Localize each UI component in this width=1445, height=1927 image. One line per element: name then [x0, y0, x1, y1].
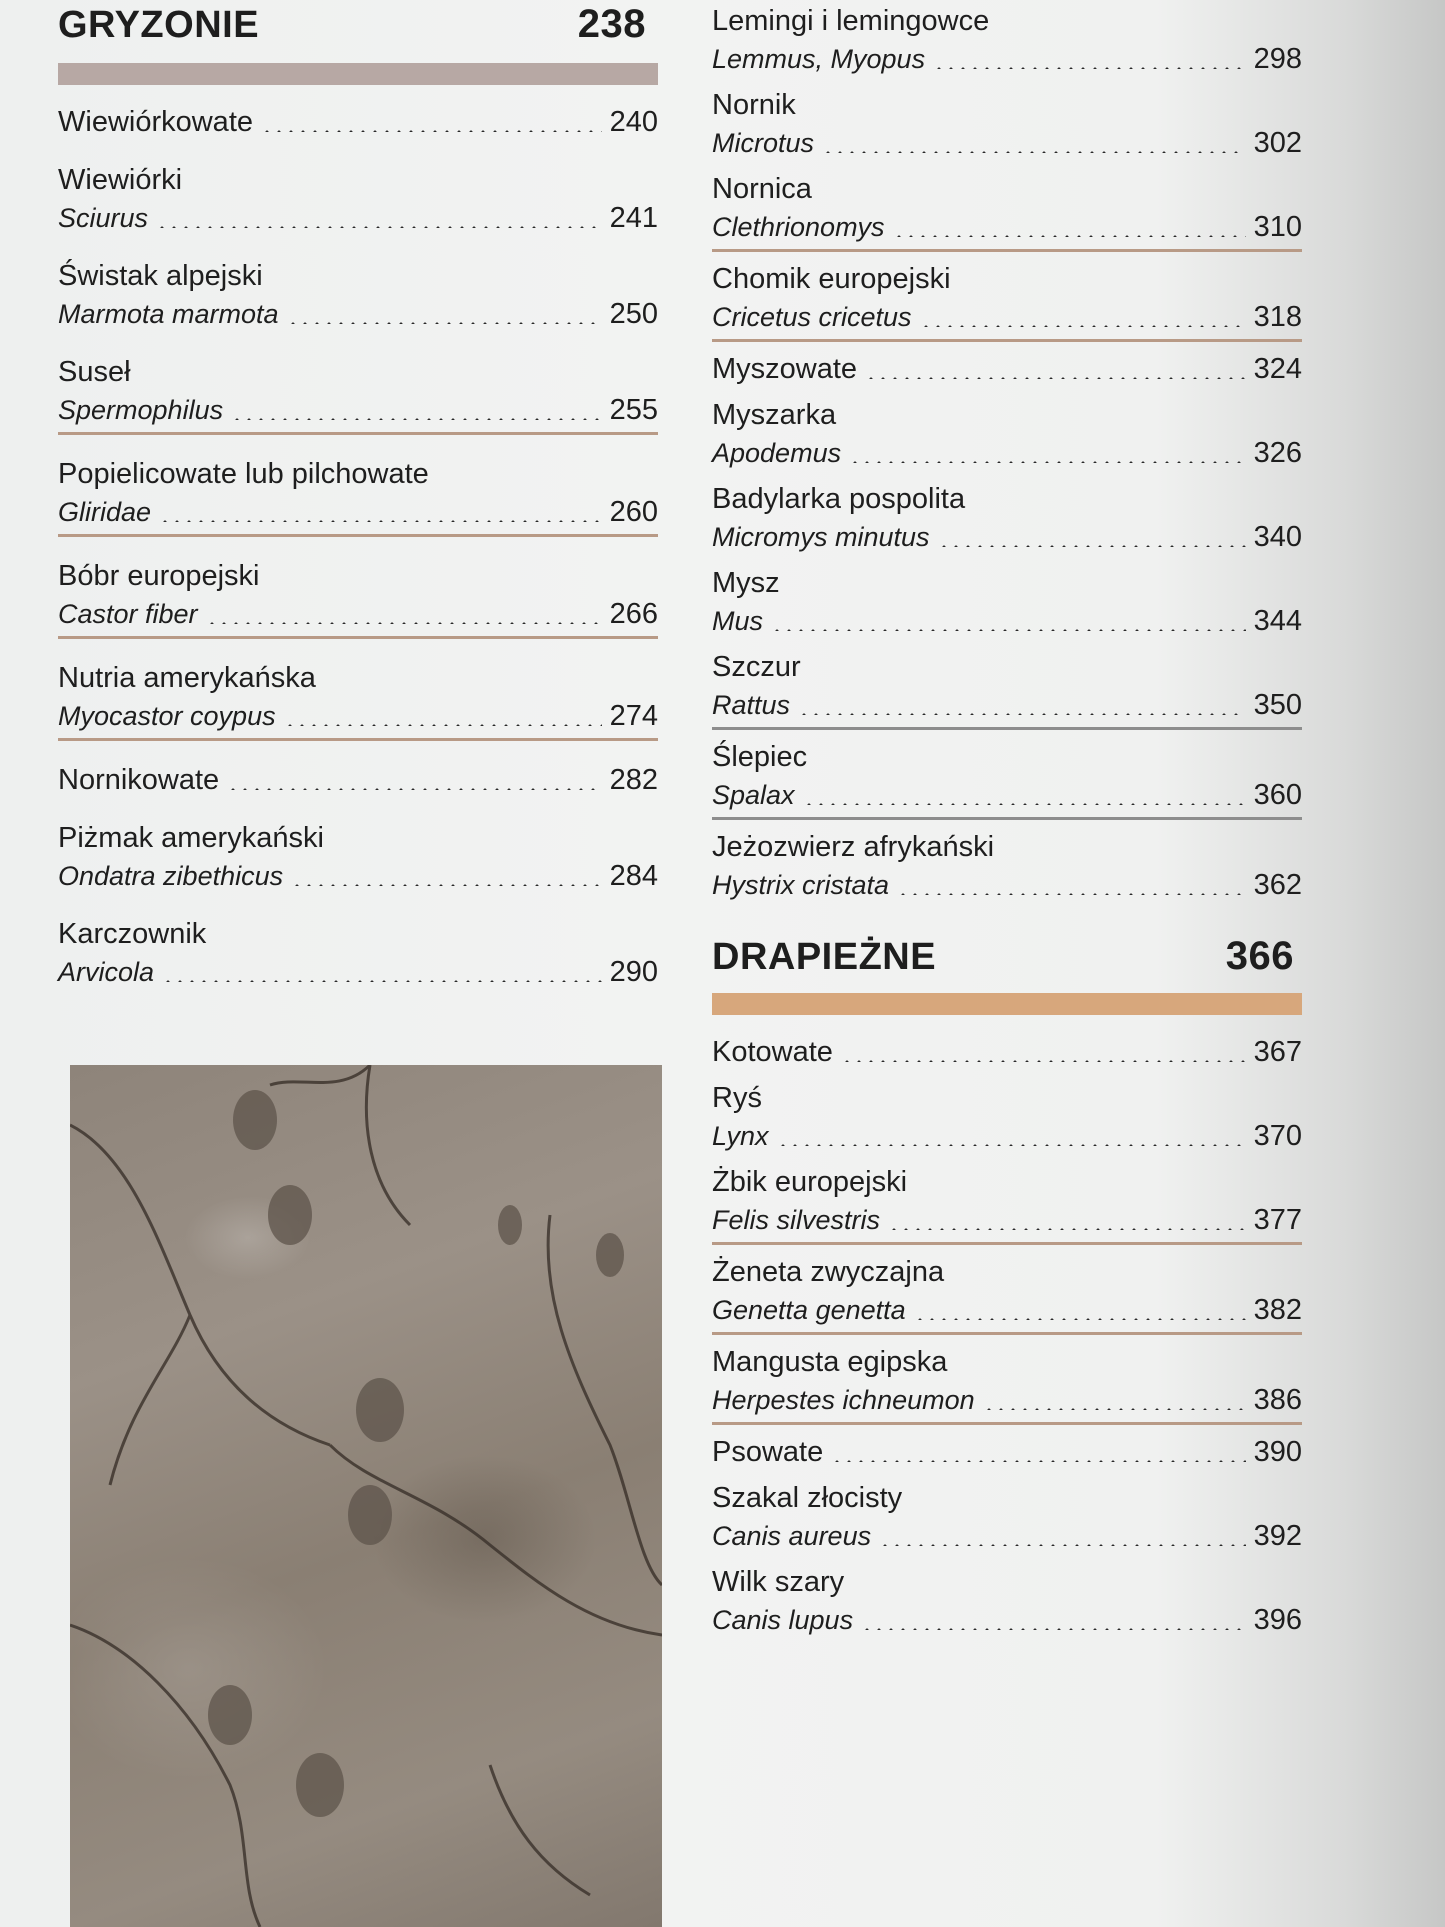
- entry-title: Szakal złocisty: [712, 1482, 903, 1514]
- entry-divider: [712, 249, 1302, 252]
- entry-latin-row: [712, 602, 1302, 640]
- dot-leader: [914, 1318, 1246, 1320]
- entry-divider: [712, 1422, 1302, 1425]
- dot-leader: [261, 130, 602, 132]
- entry-divider: [58, 636, 658, 639]
- entry-page-number: 340: [1253, 521, 1302, 553]
- entry-title-row: [58, 761, 658, 799]
- entry-page-number: 324: [1253, 353, 1302, 385]
- entry-title: Wilk szary: [712, 1566, 845, 1598]
- entry-latin-name: Hystrix cristata: [712, 870, 890, 900]
- entry-latin-name: Herpestes ichneumon: [712, 1385, 975, 1415]
- mud-tracks-illustration: [70, 1065, 662, 1927]
- entry-latin-row: [712, 208, 1302, 246]
- entry-latin-name: Myocastor coypus: [58, 701, 276, 731]
- entry-page-number: 377: [1253, 1204, 1302, 1236]
- toc-entry: [712, 396, 1302, 472]
- entry-latin-row: [712, 298, 1302, 336]
- dot-leader: [849, 461, 1246, 463]
- entry-title-row: [712, 350, 1302, 388]
- entry-latin-name: Felis silvestris: [712, 1205, 881, 1235]
- entry-latin-row: [58, 199, 658, 237]
- entry-page-number: 284: [609, 860, 658, 892]
- dot-leader: [227, 788, 601, 790]
- entry-latin-row: [58, 595, 658, 633]
- dot-leader: [156, 226, 602, 228]
- toc-entry: [712, 564, 1302, 640]
- dot-leader: [897, 893, 1246, 895]
- entry-page-number: 302: [1253, 127, 1302, 159]
- entry-latin-name: Cricetus cricetus: [712, 302, 912, 332]
- entry-title: Nutria amerykańska: [58, 662, 316, 694]
- section-color-band: [58, 63, 658, 85]
- toc-entry: [712, 1079, 1302, 1155]
- entry-title: Nornica: [712, 173, 812, 205]
- toc-list-left: [58, 103, 658, 991]
- dot-leader: [893, 235, 1246, 237]
- entry-page-number: 240: [609, 106, 658, 138]
- entry-page-number: 310: [1253, 211, 1302, 243]
- entry-latin-name: Ondatra zibethicus: [58, 861, 284, 891]
- dot-leader: [798, 713, 1246, 715]
- entry-page-number: 318: [1253, 301, 1302, 333]
- entry-latin-name: Sciurus: [58, 203, 149, 233]
- toc-entry: [58, 557, 658, 639]
- entry-latin-row: [712, 1201, 1302, 1239]
- entry-latin-row: [712, 686, 1302, 724]
- toc-entry: [712, 1563, 1302, 1639]
- entry-latin-name: Micromys minutus: [712, 522, 930, 552]
- entry-title-row: [58, 103, 658, 141]
- entry-latin-name: Spermophilus: [58, 395, 224, 425]
- dot-leader: [159, 520, 602, 522]
- entry-latin-name: Rattus: [712, 690, 791, 720]
- entry-title: Mysz: [712, 567, 780, 599]
- entry-divider: [58, 534, 658, 537]
- entry-latin-row: [712, 776, 1302, 814]
- entry-title: Bóbr europejski: [58, 560, 260, 592]
- entry-page-number: 396: [1253, 1604, 1302, 1636]
- toc-entry: [58, 161, 658, 237]
- entry-page-number: 260: [609, 496, 658, 528]
- left-column: [58, 0, 658, 1011]
- toc-entry: [712, 1479, 1302, 1555]
- entry-page-number: 370: [1253, 1120, 1302, 1152]
- dot-leader: [291, 884, 601, 886]
- dot-leader: [888, 1228, 1246, 1230]
- entry-title: Ślepiec: [712, 741, 808, 773]
- entry-page-number: 386: [1253, 1384, 1302, 1416]
- entry-title: Nornikowate: [58, 764, 220, 796]
- toc-entry: [58, 103, 658, 141]
- entry-latin-row: [58, 857, 658, 895]
- toc-entry: [712, 828, 1302, 904]
- entry-title: Psowate: [712, 1436, 824, 1468]
- entry-divider: [712, 339, 1302, 342]
- entry-latin-name: Clethrionomys: [712, 212, 885, 242]
- entry-latin-row: [712, 124, 1302, 162]
- dot-leader: [865, 377, 1246, 379]
- entry-page-number: 290: [609, 956, 658, 988]
- section-page-number: 238: [577, 2, 646, 46]
- toc-entry: [712, 1253, 1302, 1335]
- entry-latin-name: Marmota marmota: [58, 299, 279, 329]
- toc-list-right-top: [712, 2, 1302, 904]
- toc-entry: [712, 170, 1302, 252]
- entry-page-number: 362: [1253, 869, 1302, 901]
- entry-title: Popielicowate lub pilchowate: [58, 458, 429, 490]
- entry-latin-row: [58, 295, 658, 333]
- entry-page-number: 326: [1253, 437, 1302, 469]
- toc-entry: [712, 2, 1302, 78]
- entry-latin-row: [712, 1291, 1302, 1329]
- dot-leader: [162, 980, 602, 982]
- entry-divider: [58, 738, 658, 741]
- entry-latin-row: [712, 1381, 1302, 1419]
- entry-page-number: 350: [1253, 689, 1302, 721]
- toc-entry: [712, 86, 1302, 162]
- entry-latin-row: [712, 518, 1302, 556]
- dot-leader: [231, 418, 602, 420]
- toc-entry: [712, 1163, 1302, 1245]
- paw-prints: [208, 1090, 624, 1817]
- entry-page-number: 250: [609, 298, 658, 330]
- entry-title: Żbik europejski: [712, 1166, 908, 1198]
- entry-latin-name: Arvicola: [58, 957, 155, 987]
- section-heading-drapiezne: [712, 934, 1302, 979]
- entry-latin-row: [58, 697, 658, 735]
- dot-leader: [938, 545, 1246, 547]
- entry-latin-row: [58, 391, 658, 429]
- entry-title: Piżmak amerykański: [58, 822, 324, 854]
- toc-entry: [58, 819, 658, 895]
- entry-page-number: 360: [1253, 779, 1302, 811]
- dot-leader: [284, 724, 602, 726]
- entry-page-number: 367: [1253, 1036, 1302, 1068]
- entry-page-number: 298: [1253, 43, 1302, 75]
- entry-latin-name: Canis lupus: [712, 1605, 854, 1635]
- dot-leader: [771, 629, 1246, 631]
- toc-entry: [712, 350, 1302, 388]
- entry-title: Jeżozwierz afrykański: [712, 831, 995, 863]
- entry-divider: [712, 817, 1302, 820]
- entry-latin-row: [712, 434, 1302, 472]
- toc-entry: [712, 1343, 1302, 1425]
- entry-page-number: 266: [609, 598, 658, 630]
- entry-page-number: 282: [609, 764, 658, 796]
- entry-title: Suseł: [58, 356, 131, 388]
- entry-page-number: 255: [609, 394, 658, 426]
- entry-latin-name: Genetta genetta: [712, 1295, 906, 1325]
- entry-title-row: [712, 1433, 1302, 1471]
- entry-title: Szczur: [712, 651, 801, 683]
- dot-leader: [861, 1628, 1246, 1630]
- entry-latin-row: [58, 953, 658, 991]
- entry-divider: [712, 727, 1302, 730]
- dot-leader: [879, 1544, 1246, 1546]
- section-title: GRYZONIE: [58, 4, 260, 46]
- toc-list-right-bottom: [712, 1033, 1302, 1639]
- entry-latin-row: [712, 1517, 1302, 1555]
- entry-page-number: 344: [1253, 605, 1302, 637]
- dot-leader: [831, 1460, 1245, 1462]
- entry-latin-name: Apodemus: [712, 438, 842, 468]
- entry-title: Mangusta egipska: [712, 1346, 948, 1378]
- section-title: DRAPIEŻNE: [712, 936, 937, 978]
- toc-entry: [58, 455, 658, 537]
- toc-entry: [58, 915, 658, 991]
- entry-title: Nornik: [712, 89, 796, 121]
- entry-page-number: 274: [609, 700, 658, 732]
- toc-entry: [712, 648, 1302, 730]
- dot-leader: [206, 622, 602, 624]
- entry-page-number: 390: [1253, 1436, 1302, 1468]
- toc-entry: [712, 480, 1302, 556]
- entry-title: Ryś: [712, 1082, 762, 1114]
- section-page-number: 366: [1225, 934, 1294, 978]
- entry-divider: [712, 1332, 1302, 1335]
- entry-latin-row: [712, 1117, 1302, 1155]
- entry-title-row: [712, 1033, 1302, 1071]
- toc-entry: [712, 1033, 1302, 1071]
- entry-title: Lemingi i lemingowce: [712, 5, 990, 37]
- entry-title: Badylarka pospolita: [712, 483, 966, 515]
- entry-latin-name: Gliridae: [58, 497, 152, 527]
- entry-divider: [712, 1242, 1302, 1245]
- dot-leader: [803, 803, 1246, 805]
- entry-latin-name: Spalax: [712, 780, 795, 810]
- entry-latin-name: Lynx: [712, 1121, 769, 1151]
- toc-entry: [712, 738, 1302, 820]
- dot-leader: [841, 1060, 1246, 1062]
- entry-divider: [58, 432, 658, 435]
- toc-entry: [712, 1433, 1302, 1471]
- entry-latin-row: [712, 40, 1302, 78]
- dot-leader: [983, 1408, 1246, 1410]
- entry-page-number: 241: [609, 202, 658, 234]
- entry-title: Myszarka: [712, 399, 837, 431]
- toc-entry: [58, 761, 658, 799]
- entry-latin-name: Microtus: [712, 128, 815, 158]
- entry-title: Świstak alpejski: [58, 260, 263, 292]
- entry-title: Karczownik: [58, 918, 207, 950]
- right-column: [712, 0, 1302, 1647]
- entry-title: Myszowate: [712, 353, 858, 385]
- entry-latin-row: [58, 493, 658, 531]
- entry-latin-name: Lemmus, Myopus: [712, 44, 926, 74]
- toc-entry: [58, 659, 658, 741]
- entry-page-number: 382: [1253, 1294, 1302, 1326]
- dot-leader: [933, 67, 1246, 69]
- entry-latin-name: Canis aureus: [712, 1521, 872, 1551]
- entry-latin-row: [712, 866, 1302, 904]
- entry-latin-row: [712, 1601, 1302, 1639]
- entry-title: Wiewiórkowate: [58, 106, 253, 138]
- entry-page-number: 392: [1253, 1520, 1302, 1552]
- dot-leader: [920, 325, 1246, 327]
- dot-leader: [777, 1144, 1246, 1146]
- section-heading-gryzonie: [58, 2, 658, 47]
- entry-title: Żeneta zwyczajna: [712, 1256, 945, 1288]
- toc-entry: [58, 353, 658, 435]
- entry-title: Kotowate: [712, 1036, 833, 1068]
- animal-tracks-photo: [70, 1065, 662, 1927]
- dot-leader: [287, 322, 602, 324]
- section-color-band: [712, 993, 1302, 1015]
- entry-latin-name: Mus: [712, 606, 764, 636]
- entry-title: Wiewiórki: [58, 164, 183, 196]
- entry-title: Chomik europejski: [712, 263, 951, 295]
- toc-entry: [712, 260, 1302, 342]
- entry-latin-name: Castor fiber: [58, 599, 198, 629]
- dot-leader: [822, 151, 1246, 153]
- toc-entry: [58, 257, 658, 333]
